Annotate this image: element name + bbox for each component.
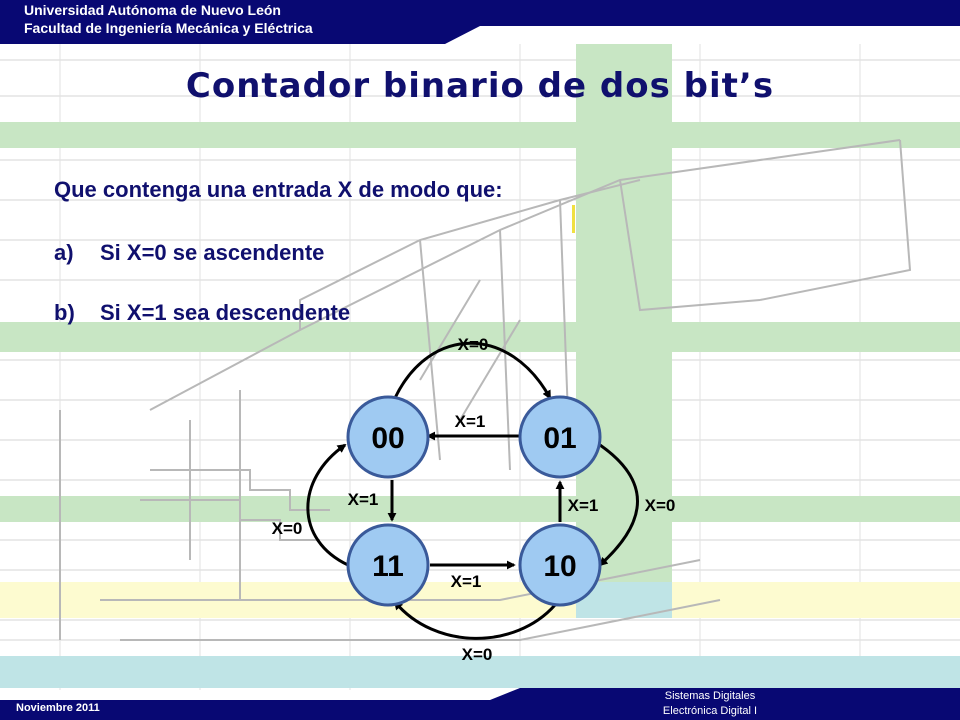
transition-01-10 — [600, 445, 638, 565]
list-item-text: Si X=0 se ascendente — [100, 240, 325, 265]
list-item-text: Si X=1 sea descendente — [100, 300, 351, 325]
transition-label: X=0 — [461, 645, 493, 664]
transition-label: X=1 — [347, 490, 379, 509]
footer-course-2: Electrónica Digital I — [662, 705, 758, 717]
transition-10-11 — [395, 602, 555, 638]
state-label-01: 01 — [543, 422, 577, 455]
state-label-00: 00 — [371, 422, 405, 455]
list-marker: b) — [54, 300, 75, 325]
list-marker: a) — [54, 240, 74, 265]
footer-course-1: Sistemas Digitales — [664, 690, 756, 702]
intro-text: Que contenga una entrada X de modo que: — [54, 177, 503, 202]
transition-label: X=1 — [567, 496, 599, 515]
transition-label: X=1 — [450, 572, 482, 591]
transition-label: X=0 — [644, 496, 676, 515]
faculty-name: Facultad de Ingeniería Mecánica y Eléctrica — [24, 20, 313, 36]
footer-banner — [0, 688, 960, 720]
slide-title: Contador binario de dos bit’s — [185, 66, 775, 106]
transition-label: X=1 — [454, 412, 486, 431]
transition-label: X=0 — [457, 335, 489, 354]
state-label-10: 10 — [543, 550, 577, 583]
university-name: Universidad Autónoma de Nuevo León — [24, 2, 281, 18]
footer-date: Noviembre 2011 — [16, 702, 100, 714]
transition-label: X=0 — [271, 519, 303, 538]
state-label-11: 11 — [372, 550, 404, 583]
transition-11-00 — [308, 445, 348, 565]
